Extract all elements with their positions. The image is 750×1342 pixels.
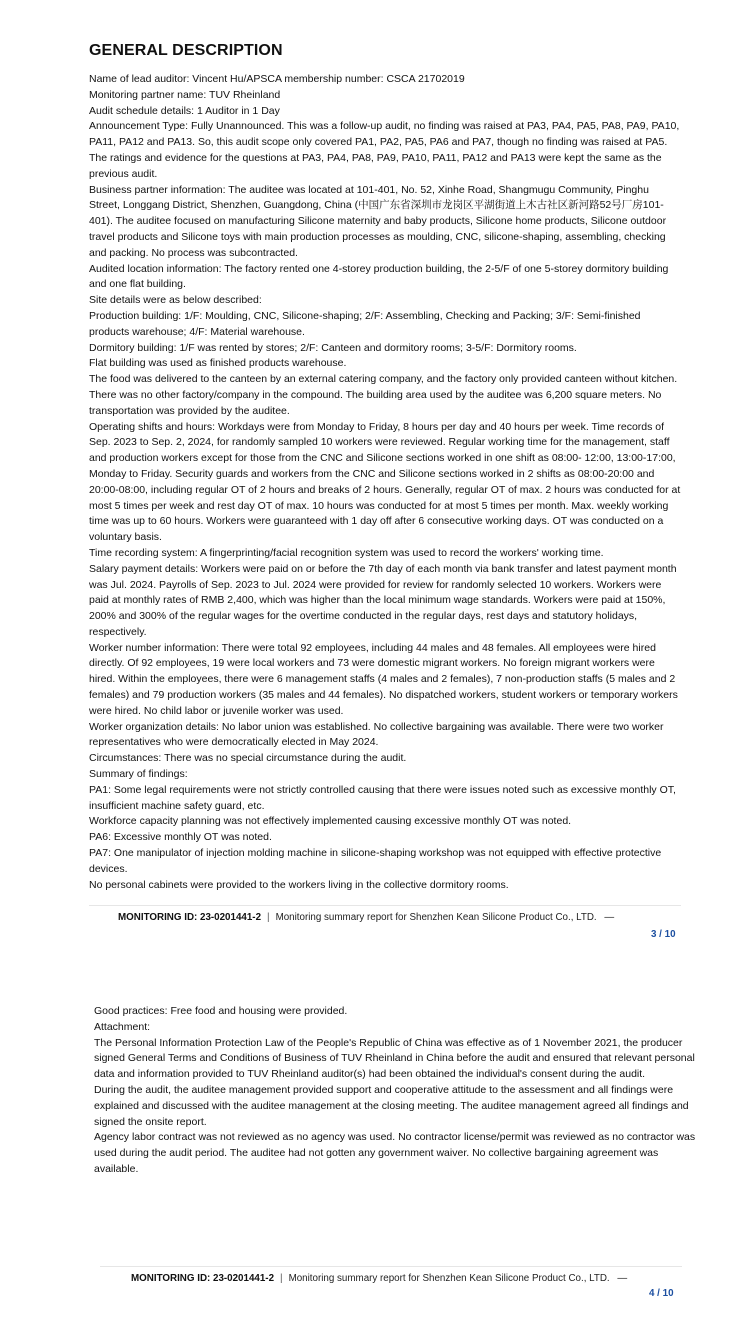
paragraph-audited-location: Audited location information: The factory rented one 4-storey production building, the 2-5/F of one 5-storey dormitory building and one flat building. <box>89 262 669 291</box>
paragraph-audit-support: During the audit, the auditee management provided support and cooperative attitude to the assessment and all findings were explained and discussed with the auditee management at the closing meeting. The auditee management agreed all findings and signed the onsite report. <box>94 1083 689 1128</box>
footer-divider <box>89 905 681 906</box>
paragraph-pa1: PA1: Some legal requirements were not strictly controlled causing that there were issues noted such as excessive monthly OT, insufficient machine safety guard, etc. <box>89 783 676 812</box>
footer-separator: | <box>267 912 270 923</box>
page-number: 3 / 10 <box>651 929 676 940</box>
report-title: Monitoring summary report for Shenzhen Kean Silicone Product Co., LTD. <box>288 1273 610 1284</box>
paragraph-business-partner: Business partner information: The auditee was located at 101-401, No. 52, Xinhe Road, Shangmugu Community, Pinghu Street, Longgang District, Shenzhen, Guangdong, China (中国广东省深圳市龙岗区平湖街道上木古社区新河路52号厂房101-401). The auditee focused on manufacturing Silicone maternity and baby products, Silicone home products, Silicone outdoor travel products and Silicone toys with main production processes as moulding, CNC, silicone-shaping, assembling, checking and packing. No process was subcontracted. <box>89 183 667 259</box>
paragraph-site-details: Site details were as below described: <box>89 294 262 307</box>
paragraph-salary-payment: Salary payment details: Workers were paid on or before the 7th day of each month via bank transfer and latest payment month was Jul. 2024. Payrolls of Sep. 2023 to Jul. 2024 were provided for review for randomly selected 10 workers. Workers were paid at monthly rates of RMB 2,400, which was higher than the local minimum wage standards. Workers were paid at 150%, 200% and 300% of the regular wages for the overtime conducted in the regular days, rest days and statutory holidays, respectively. <box>89 562 677 638</box>
section-heading: GENERAL DESCRIPTION <box>89 42 283 59</box>
paragraph-time-recording: Time recording system: A fingerprinting/facial recognition system was used to record the workers' working time. <box>89 546 604 559</box>
paragraph-food-canteen: The food was delivered to the canteen by an external catering company, and the factory only provided canteen without kitchen. There was no other factory/company in the compound. The building area used by the auditee was 6,200 square meters. No transportation was provided by the auditee. <box>89 373 678 417</box>
paragraph-flat-building: Flat building was used as finished products warehouse. <box>89 357 347 370</box>
paragraph-production-building: Production building: 1/F: Moulding, CNC, Silicone-shaping; 2/F: Assembling, Checking and Packing; 3/F: Semi-finished products warehouse; 4/F: Material warehouse. <box>89 309 641 338</box>
paragraph-monitoring-partner: Monitoring partner name: TUV Rheinland <box>89 88 281 101</box>
paragraph-attachment-label: Attachment: <box>94 1020 151 1033</box>
paragraph-pa7: PA7: One manipulator of injection molding machine in silicone-shaping workshop was not equipped with effective protective devices. <box>89 847 662 875</box>
paragraph-worker-organization: Worker organization details: No labor union was established. No collective bargaining was available. There were two worker representatives who were democratically elected in May 2024. <box>89 720 664 749</box>
description-body <box>89 72 681 893</box>
footer-dash: — <box>617 1273 628 1284</box>
report-title: Monitoring summary report for Shenzhen Kean Silicone Product Co., LTD. <box>275 912 597 923</box>
footer-divider <box>100 1266 682 1267</box>
paragraph-personal-cabinets: No personal cabinets were provided to the workers living in the collective dormitory rooms. <box>89 878 509 891</box>
paragraph-pa6: PA6: Excessive monthly OT was noted. <box>89 831 272 844</box>
continuation-body <box>94 1004 698 1178</box>
paragraph-operating-shifts: Operating shifts and hours: Workdays were from Monday to Friday, 8 hours per day and 40 hours per week. Time records of Sep. 2023 to Sep. 2, 2024, for randomly sampled 10 workers were reviewed. Regular working time for the management, staff and production workers except for those from the CNC and Silicone sections worked in one shift as 08:00- 12:00, 13:00-17:00, Monday to Friday. Security guards and workers from the CNC and Silicone sections worked in 2 shifts as 08:00-20:00 and 20:00-08:00, including regular OT of 2 hours and breaks of 2 hours. Generally, regular OT of max. 2 hours was conducted for at most 5 times per week and rest day OT of max. 10 hours was conducted for at most 5 times per month. Max. weekly working time was up to 60 hours. Workers were guaranteed with 1 day off after 6 consecutive working days. OT was conducted on a voluntary basis. <box>89 420 681 544</box>
monitoring-id: MONITORING ID: 23-0201441-2 <box>118 912 262 923</box>
paragraph-worker-number: Worker number information: There were total 92 employees, including 44 males and 48 females. All employees were hired directly. Of 92 employees, 19 were local workers and 73 were domestic migrant workers. No foreign migrant workers were hired. Within the employees, there were 6 management staffs (4 males and 2 females), 7 non-production staffs (5 males and 2 females) and 79 production workers (35 males and 44 females). No dispatched workers, student workers or temporary workers were hired. No child labor or juvenile worker was used. <box>89 641 678 717</box>
paragraph-audit-schedule: Audit schedule details: 1 Auditor in 1 Day <box>89 104 280 117</box>
paragraph-lead-auditor: Name of lead auditor: Vincent Hu/APSCA membership number: CSCA 21702019 <box>89 73 465 85</box>
paragraph-announcement-type: Announcement Type: Fully Unannounced. This was a follow-up audit, no finding was raised at PA3, PA4, PA5, PA8, PA9, PA10, PA11, PA12 and PA13. So, this audit scope only covered PA1, PA2, PA5, PA6 and PA7, though no finding was raised at PA5. The ratings and evidence for the questions at PA3, PA4, PA8, PA9, PA10, PA11, PA12 and PA13 were kept the same as the previous audit. <box>89 120 680 180</box>
paragraph-workforce-capacity: Workforce capacity planning was not effectively implemented causing excessive monthly OT was noted. <box>89 815 572 828</box>
monitoring-id: MONITORING ID: 23-0201441-2 <box>131 1273 275 1284</box>
footer-dash: — <box>604 912 615 923</box>
footer-separator: | <box>280 1273 283 1284</box>
paragraph-dormitory-building: Dormitory building: 1/F was rented by stores; 2/F: Canteen and dormitory rooms; 3-5/F: Dormitory rooms. <box>89 341 577 354</box>
paragraph-good-practices: Good practices: Free food and housing were provided. <box>94 1005 348 1017</box>
page-number: 4 / 10 <box>649 1288 674 1299</box>
paragraph-agency-labor: Agency labor contract was not reviewed as no agency was used. No contractor license/permit was reviewed as no contractor was used during the audit period. The auditee had not gotten any government waiver. No collective bargaining agreement was available. <box>94 1131 696 1175</box>
paragraph-personal-information: The Personal Information Protection Law of the People's Republic of China was effective as of 1 November 2021, the producer signed General Terms and Conditions of Business of TUV Rheinland in China before the audit and ensured that relevant personal data and information provided to TUV Rheinland auditor(s) had been obtained the individual's consent during the audit. <box>94 1036 695 1081</box>
paragraph-summary-findings: Summary of findings: <box>89 768 188 781</box>
page-4 <box>0 960 750 1342</box>
page-footer <box>118 912 614 923</box>
paragraph-circumstances: Circumstances: There was no special circumstance during the audit. <box>89 752 407 765</box>
page-footer <box>131 1273 627 1284</box>
